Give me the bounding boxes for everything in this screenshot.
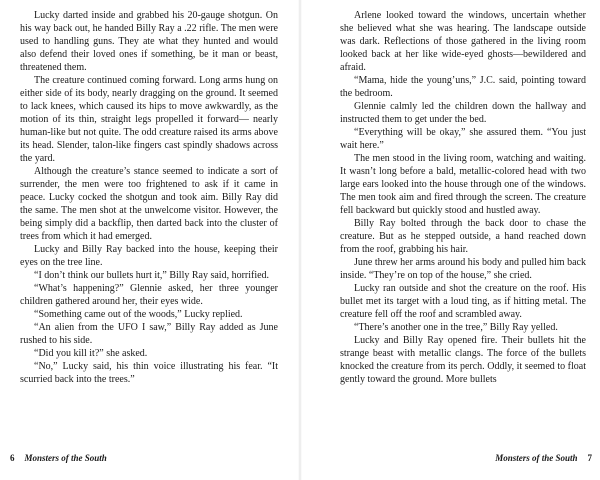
- left-running-title: Monsters of the South: [24, 453, 107, 463]
- left-paragraph-1: Lucky darted inside and grabbed his 20-gauge shotgun. On his way back out, he handed Billy Ray a .22 rifle. The men were used to handling guns. They ate what they hunted and would also defend their loved ones if something, be it man or beast, threatened them.: [20, 10, 278, 73]
- right-paragraph-6: Billy Ray bolted through the back door to chase the creature. But as he stepped outside, a hand reached down from the roof, grabbing his hair.: [340, 218, 586, 255]
- right-page-text: [340, 9, 586, 386]
- right-paragraph-2: “Mama, hide the young’uns,” J.C. said, pointing toward the bedroom.: [340, 75, 586, 99]
- left-paragraph-8: “An alien from the UFO I saw,” Billy Ray added as June rushed to his side.: [20, 322, 278, 346]
- right-paragraph-9: “There’s another one in the tree,” Billy Ray yelled.: [354, 322, 558, 333]
- right-paragraph-8: Lucky ran outside and shot the creature on the roof. His bullet met its target with a loud ting, as if hitting metal. The creature fell off the roof and scrambled away.: [340, 283, 586, 320]
- left-paragraph-2: The creature continued coming forward. Long arms hung on either side of its body, nearly dragging on the ground. It seemed to lack knees, which caused its hips to move awkwardly, as the motion of its thin, straight legs propelled it forward— nearly human-like but not quite. The odd creature raised its arms above its head. Slender, talon-like fingers cast spindly shadows across the yard.: [20, 75, 278, 164]
- right-paragraph-3: Glennie calmly led the children down the hallway and instructed them to get under the bed.: [340, 101, 586, 125]
- left-paragraph-3: Although the creature’s stance seemed to indicate a sort of surrender, the men were too frightened to ask if it came in peace. Lucky cocked the shotgun and took aim. Billy Ray did the same. The men shot at the unwelcome visitor. However, the being simply did a backflip, then darted back into the cluster of trees from which it had emerged.: [20, 166, 278, 242]
- right-running-title: Monsters of the South: [495, 453, 578, 463]
- left-paragraph-7: “Something came out of the woods,” Lucky replied.: [34, 309, 243, 320]
- left-paragraph-4: Lucky and Billy Ray backed into the house, keeping their eyes on the tree line.: [20, 244, 278, 268]
- left-paragraph-5: “I don’t think our bullets hurt it,” Billy Ray said, horrified.: [34, 270, 270, 281]
- left-paragraph-10: “No,” Lucky said, his thin voice illustrating his fear. “It scurried back into the trees.”: [20, 361, 278, 385]
- right-paragraph-10: Lucky and Billy Ray opened fire. Their bullets hit the strange beast with metallic clangs. The force of the bullets knocked the creature from its perch. Oddly, it seemed to float gently toward the ground. More bullets: [340, 335, 586, 385]
- right-page-footer: [495, 452, 592, 464]
- right-paragraph-1: Arlene looked toward the windows, uncertain whether she believed what she was hearing. The landscape outside was dark. Reflections of those gathered in the living room looked back at her like wide-eyed ghosts—bewildered and afraid.: [340, 10, 586, 73]
- left-page-number: 6: [10, 453, 15, 463]
- left-paragraph-6: “What’s happening?” Glennie asked, her three younger children gathered around her, their eyes wide.: [20, 283, 278, 307]
- page-gutter: [298, 0, 302, 480]
- right-paragraph-5: The men stood in the living room, watching and waiting. It wasn’t long before a bald, metallic-colored head with two large ears looked into the house through one of the windows. The men took aim and fired through the screen. The creature fell backward but quickly stood and hustled away.: [340, 153, 586, 216]
- right-page-number: 7: [587, 453, 592, 463]
- right-paragraph-7: June threw her arms around his body and pulled him back inside. “They’re on top of the house,” she cried.: [340, 257, 586, 281]
- right-paragraph-4: “Everything will be okay,” she assured them. “You just wait here.”: [340, 127, 586, 151]
- left-page-footer: [10, 452, 107, 464]
- left-page-text: [20, 9, 278, 386]
- left-paragraph-9: “Did you kill it?” she asked.: [34, 348, 148, 359]
